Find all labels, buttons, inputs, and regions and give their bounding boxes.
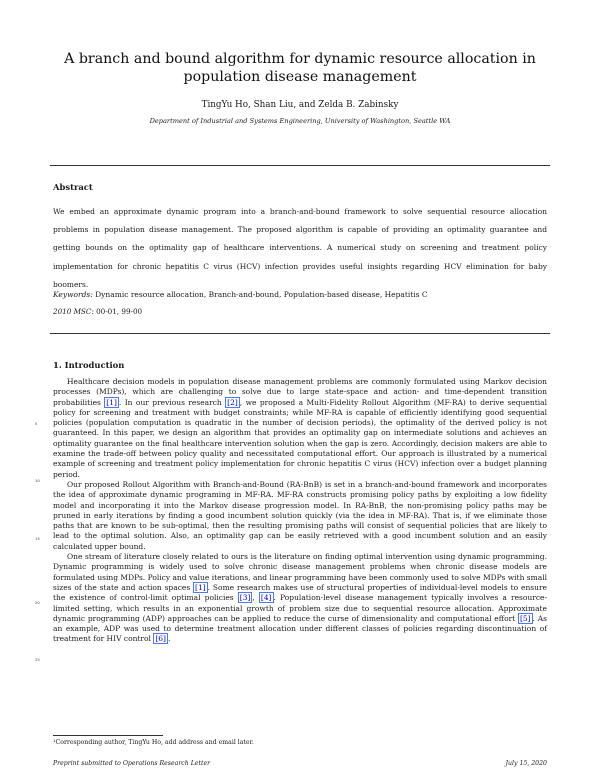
paragraph-text: . Population-level disease management typically involves a resource-limited setting, which results in an exponential growth of problem size due to sequential resource allocation. Approximate dynamic programming (ADP) approaches can be applied to reduce the curse of dimensionality and computational effort xyxy=(53,593,547,623)
footer-journal: Preprint submitted to Operations Research Letter xyxy=(53,760,211,767)
paper-title: A branch and bound algorithm for dynamic resource allocation in population disease management xyxy=(64,51,536,85)
citation-link[interactable]: [6] xyxy=(155,634,166,644)
line-number: 10 xyxy=(35,478,40,483)
line-number: 15 xyxy=(35,536,40,541)
keywords xyxy=(53,290,547,299)
paragraph-text: Our proposed Rollout Algorithm with Branch-and-Bound (RA-BnB) is set in a branch-and-bound framework and incorporates the idea of approximate dynamic programing in MF-RA. MF-RA constructs promising policy paths by exploiting a low fidelity model and incorporating it into the Markov disease progression model. In RA-BnB, the non-promising policy paths may be pruned in early iterations by finding a good incumbent solution quickly (via the idea in MF-RA). That is, if we eliminate those paths that are known to be sub-optimal, then the resulting promising paths will consist of sequential policies that are likely to lead to the optimal solution. Also, an optimality gap can be easily retrieved with a good incumbent solution and an easily calculated upper bound. xyxy=(53,479,547,551)
citation-link[interactable]: [2] xyxy=(227,397,238,407)
msc-classification xyxy=(53,307,547,316)
keywords-value: Dynamic resource allocation, Branch-and-bound, Population-based disease, Hepatitis C xyxy=(95,290,428,299)
paragraph-text: , we proposed a Multi-Fidelity Rollout Algorithm (MF-RA) to derive sequential policy for screening and treatment with budget constraints; while MF-RA is capable of efficiently identifying good sequential policies (population computation is quadratic in the number of decision periods), the optimality of the derived policy is not guaranteed. In this paper, we design an algorithm that provides an optimality gap on intermediate solutions and achieves an optimality guarantee on the final healthcare intervention solution when the gap is zero. Accordingly, decision makers are able to examine the trade-off between policy quality and necessitated computational effort. Our approach is illustrated by a numerical example of screening and treatment policy implementation for chronic hepatitis C virus (HCV) infection over a budget planning period. xyxy=(53,397,547,479)
section-heading: 1. Introduction xyxy=(53,360,125,370)
citation-link[interactable]: [1] xyxy=(106,397,117,407)
intro-paragraph xyxy=(53,480,547,552)
paragraph-text: . In our previous research xyxy=(118,397,226,407)
msc-label: 2010 MSC: xyxy=(53,307,94,316)
citation-link[interactable]: [5] xyxy=(519,613,531,623)
footnote: ¹Corresponding author, TingYu Ho, add address and email later. xyxy=(53,739,254,746)
line-number: 25 xyxy=(35,657,40,662)
line-number: 5 xyxy=(35,421,38,426)
msc-value: 00-01, 99-00 xyxy=(96,307,143,316)
footer-date: July 15, 2020 xyxy=(505,760,547,767)
section-body xyxy=(53,377,547,645)
footnote-rule xyxy=(53,735,163,736)
citation-link[interactable]: [4] xyxy=(260,593,272,603)
abstract-heading: Abstract xyxy=(53,182,93,192)
keywords-label: Keywords: xyxy=(53,290,93,299)
author-list: TingYu Ho, Shan Liu, and Zelda B. Zabinsky xyxy=(201,100,399,110)
line-number: 20 xyxy=(35,600,40,605)
paragraph-text: . As an example, ADP was used to determine treatment allocation under different classes of policies regarding discontinuation of treatment for HIV control xyxy=(53,613,547,644)
citation-link[interactable]: [3] xyxy=(239,593,251,603)
abstract-text: We embed an approximate dynamic program into a branch-and-bound framework to solve sequential resource allocation problems in population disease management. The proposed algorithm is capable of providing an optimality guarantee and getting bounds on the optimality gap of healthcare interventions. A numerical study on screening and treatment policy implementation for chronic hepatitis C virus (HCV) infection provides useful insights regarding HCV elimination for baby boomers. xyxy=(53,207,547,289)
citation-link[interactable]: [1] xyxy=(195,582,206,592)
paragraph-text: Healthcare decision models in population disease management problems are commonly formulated using Markov decision processes (MDPs), which are challenging to solve due to large state-space and action- and time-dependent transition probabilities xyxy=(53,377,547,407)
bottom-rule xyxy=(50,333,550,334)
affiliation: Department of Industrial and Systems Engineering, University of Washington, Seattle WA xyxy=(149,117,451,125)
intro-paragraph xyxy=(53,552,547,645)
paragraph-text: . Some research makes use of structural properties of individual-level models to ensure the existence of control-limit optimal policies xyxy=(53,582,547,603)
paragraph-text: . xyxy=(167,634,171,644)
paragraph-text: One stream of literature closely related to ours is the literature on finding optimal intervention using dynamic programming. Dynamic programming is widely used to solve chronic disease management problems when chronic disease models are formulated using MDPs. Policy and value iterations, and linear programming have been commonly used to solve MDPs with small sizes of the state and action spaces xyxy=(53,552,548,592)
paragraph-text: , xyxy=(252,593,259,603)
intro-paragraph xyxy=(53,377,547,480)
top-rule xyxy=(50,165,550,166)
